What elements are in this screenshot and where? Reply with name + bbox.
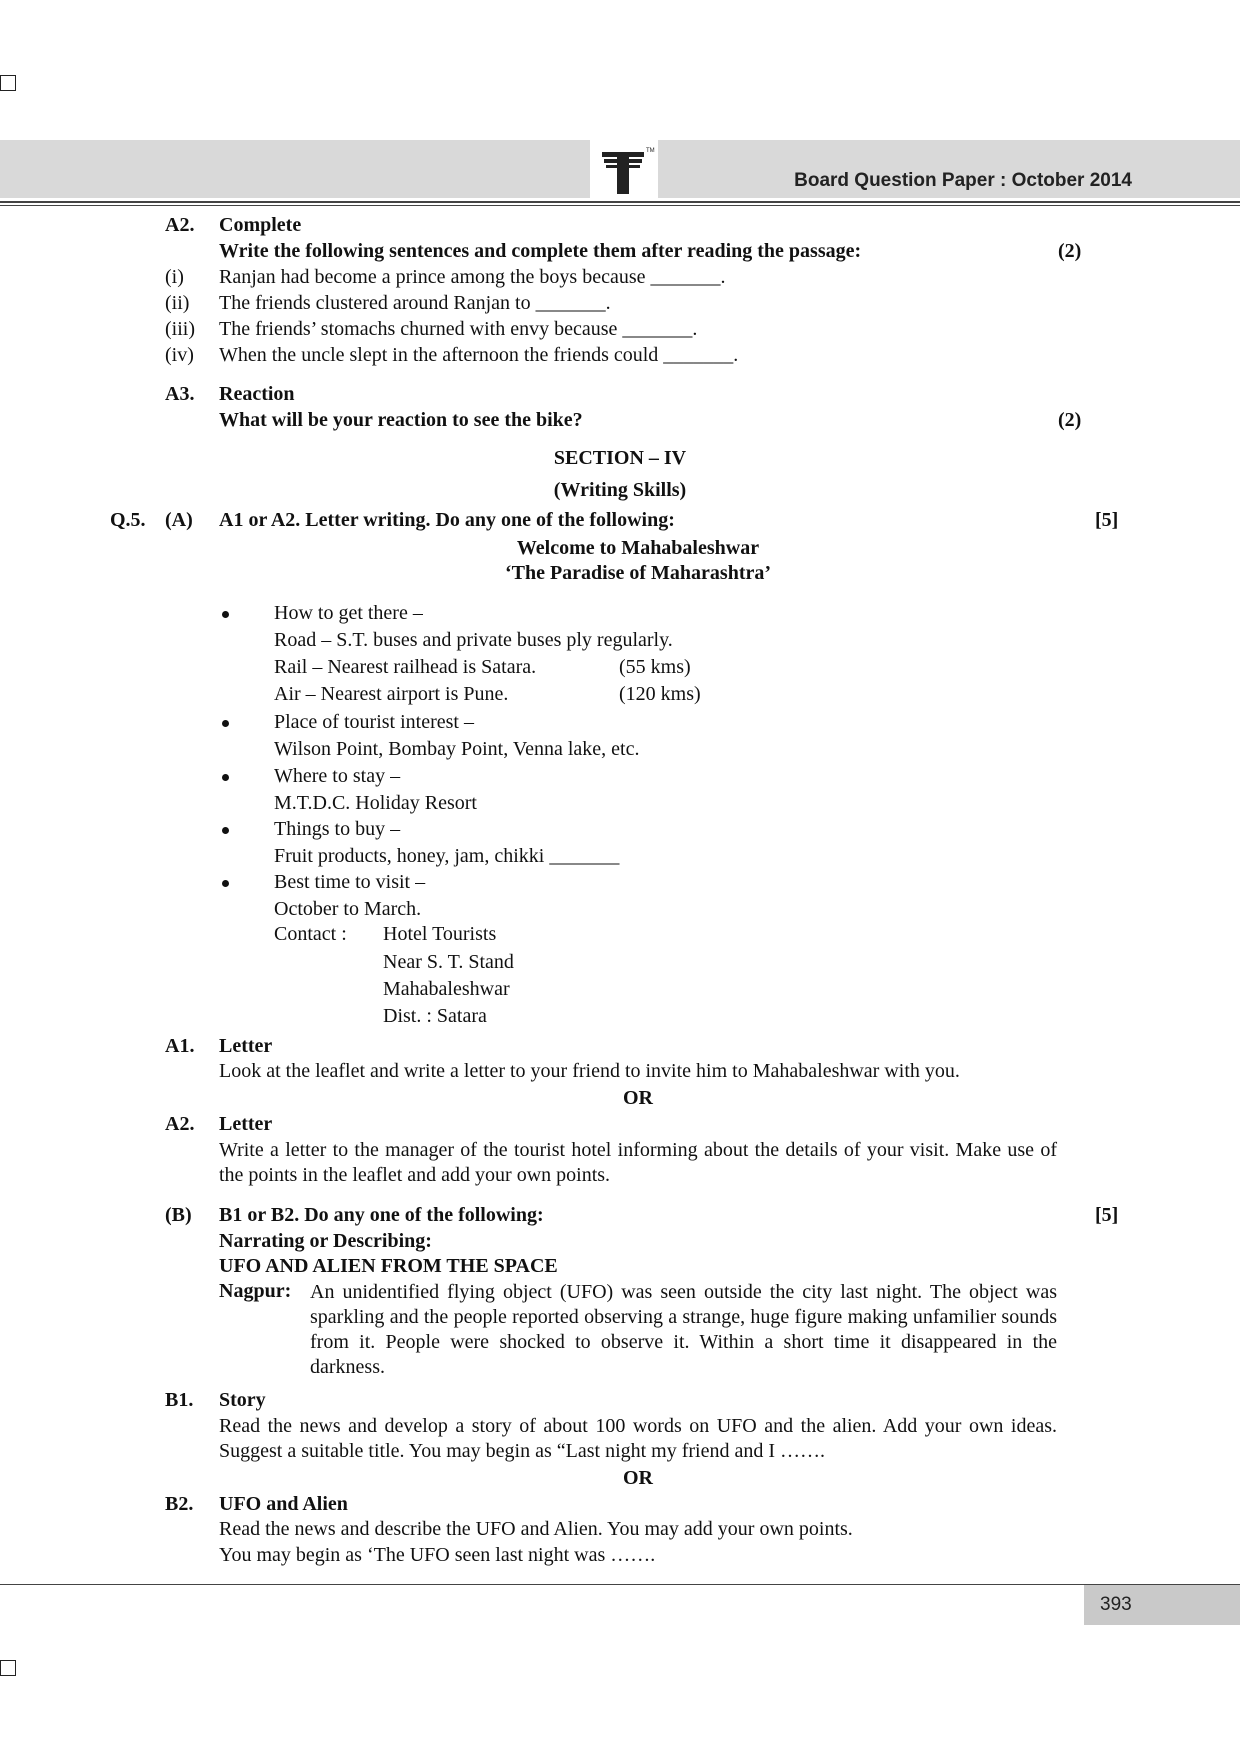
b1-text: Read the news and develop a story of about 100 words on UFO and the alien. Add your own ideas. Suggest a suitable title. You may begin as “Last night my friend and I …….	[219, 1415, 1057, 1462]
leaflet-time-title: Best time to visit –	[274, 871, 426, 893]
crop-mark-bottom	[0, 1660, 16, 1676]
contact-line: Near S. T. Stand	[383, 951, 514, 973]
a3-marks: (2)	[1058, 409, 1082, 431]
section-title: SECTION – IV	[553, 447, 687, 469]
news-headline: UFO AND ALIEN FROM THE SPACE	[219, 1255, 558, 1277]
or-divider: OR	[623, 1467, 653, 1489]
b2-label: B2.	[165, 1493, 194, 1515]
header-rule	[0, 201, 1240, 203]
leaflet-contact-label: Contact :	[274, 923, 347, 945]
bullet-icon	[222, 880, 229, 887]
page-number: 393	[1100, 1594, 1132, 1615]
bullet-icon	[222, 774, 229, 781]
item-number: (iv)	[165, 344, 194, 366]
b2-title: UFO and Alien	[219, 1493, 348, 1515]
news-text: An unidentified flying object (UFO) was seen outside the city last night. The object was sparkling and the people reported observing a strange, huge figure making unfamilier sounds from it. People were shocked to observe it. Within a short time it disappeared in the darkness.	[310, 1281, 1057, 1378]
item-text: When the uncle slept in the afternoon the friends could _______.	[219, 344, 739, 366]
a2-letter-title: Letter	[219, 1113, 273, 1135]
section-subtitle: (Writing Skills)	[553, 479, 687, 501]
contact-line: Hotel Tourists	[383, 923, 497, 945]
leaflet-air: Air – Nearest airport is Pune.	[274, 683, 509, 705]
item-text: Ranjan had become a prince among the boys because _______.	[219, 266, 726, 288]
contact-line: Dist. : Satara	[383, 1005, 487, 1027]
publisher-logo	[590, 140, 658, 198]
a2-complete-title: Complete	[219, 214, 302, 236]
leaflet-rail-distance: (55 kms)	[619, 656, 691, 678]
publisher-logo-icon	[590, 140, 658, 198]
leaflet-road: Road – S.T. buses and private buses ply regularly.	[274, 629, 673, 651]
a2-letter-label: A2.	[165, 1113, 195, 1135]
question-number: Q.5.	[110, 509, 146, 531]
news-place: Nagpur:	[219, 1280, 292, 1302]
a2-letter-text: Write a letter to the manager of the tourist hotel informing about the details of your visit. Make use of the points in the leaflet and add your own points.	[219, 1139, 1057, 1186]
part-a-label: (A)	[165, 509, 193, 531]
header-title: Board Question Paper : October 2014	[794, 170, 1132, 191]
item-number: (ii)	[165, 292, 190, 314]
item-number: (i)	[165, 266, 184, 288]
a2-complete-instruction: Write the following sentences and complete them after reading the passage:	[219, 240, 862, 262]
bullet-icon	[222, 827, 229, 834]
leaflet-buy-title: Things to buy –	[274, 818, 401, 840]
leaflet-buy: Fruit products, honey, jam, chikki _______	[274, 845, 620, 867]
a2-complete-marks: (2)	[1058, 240, 1082, 262]
leaflet-air-distance: (120 kms)	[619, 683, 701, 705]
q5-instruction: A1 or A2. Letter writing. Do any one of the following:	[219, 509, 675, 531]
b1-title: Story	[219, 1389, 266, 1411]
item-text: The friends’ stomachs churned with envy because _______.	[219, 318, 698, 340]
svg-text:TM: TM	[646, 148, 655, 154]
contact-line: Mahabaleshwar	[383, 978, 510, 1000]
a1-label: A1.	[165, 1035, 195, 1057]
a3-label: A3.	[165, 383, 195, 405]
a1-title: Letter	[219, 1035, 273, 1057]
item-text: The friends clustered around Ranjan to _______.	[219, 292, 611, 314]
or-divider: OR	[623, 1087, 653, 1109]
leaflet-stay-title: Where to stay –	[274, 765, 401, 787]
part-b-subtitle: Narrating or Describing:	[219, 1230, 432, 1252]
b2-line-1: Read the news and describe the UFO and Alien. You may add your own points.	[219, 1518, 853, 1540]
part-b-label: (B)	[165, 1204, 192, 1226]
leaflet-how-title: How to get there –	[274, 602, 423, 624]
b1-label: B1.	[165, 1389, 194, 1411]
a1-text: Look at the leaflet and write a letter to your friend to invite him to Mahabaleshwar with you.	[219, 1060, 960, 1082]
leaflet-interest-title: Place of tourist interest –	[274, 711, 474, 733]
bullet-icon	[222, 611, 229, 618]
b2-line-2: You may begin as ‘The UFO seen last night was …….	[219, 1544, 656, 1566]
leaflet-title: Welcome to Mahabaleshwar	[516, 537, 760, 559]
leaflet-stay: M.T.D.C. Holiday Resort	[274, 792, 477, 814]
crop-mark-top	[0, 75, 16, 91]
leaflet-rail: Rail – Nearest railhead is Satara.	[274, 656, 537, 678]
part-b-marks: [5]	[1095, 1204, 1119, 1226]
q5-marks: [5]	[1095, 509, 1119, 531]
item-number: (iii)	[165, 318, 195, 340]
leaflet-interest: Wilson Point, Bombay Point, Venna lake, etc.	[274, 738, 640, 760]
a3-title: Reaction	[219, 383, 295, 405]
a2-complete-label: A2.	[165, 214, 195, 236]
part-b-instruction: B1 or B2. Do any one of the following:	[219, 1204, 544, 1226]
leaflet-subtitle: ‘The Paradise of Maharashtra’	[504, 562, 772, 584]
leaflet-time: October to March.	[274, 898, 422, 920]
a3-question: What will be your reaction to see the bike?	[219, 409, 583, 431]
bullet-icon	[222, 720, 229, 727]
header-rule-thin	[0, 205, 1240, 206]
footer-rule	[0, 1584, 1240, 1585]
